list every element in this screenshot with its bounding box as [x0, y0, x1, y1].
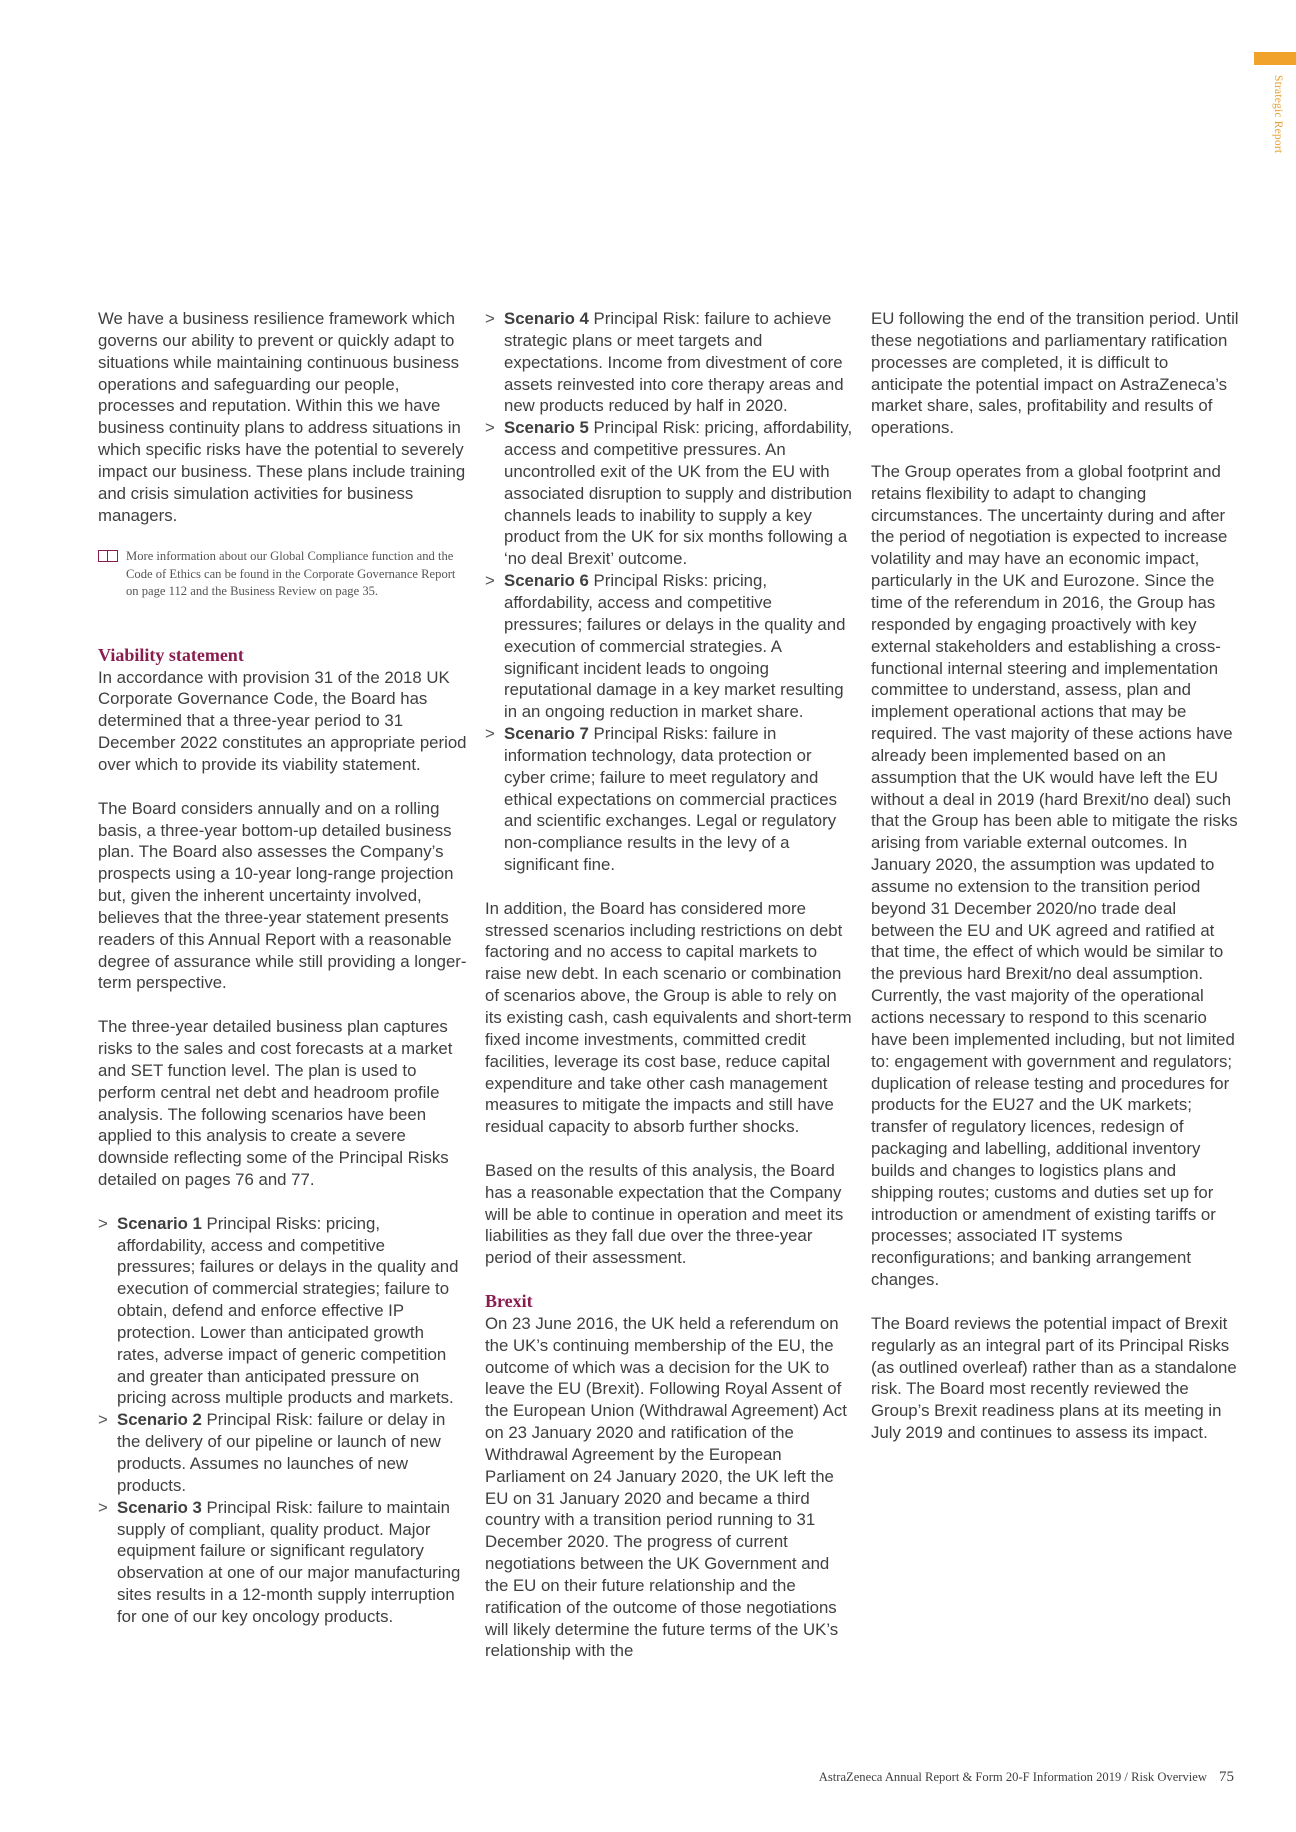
intro-paragraph: We have a business resilience framework which governs our ability to prevent or quickly adapt to situations while maintaining continuous business operations and safeguarding our people, processes and reputation. Within this we have business continuity plans to address situations in which specific risks have the potential to severely impact our business. These plans include training and crisis simulation activities for business managers. [98, 309, 466, 525]
list-item [98, 1409, 468, 1496]
scenario-text: Principal Risk: failure to maintain supply of compliant, quality product. Major equipment failure or significant regulatory observation at one of our major manufacturing sites results in a 12-month supply interruption for one of our key oncology products. [117, 1497, 461, 1626]
scenario-name: Scenario 6 [504, 571, 589, 591]
scenario-name: Scenario 2 [117, 1410, 202, 1430]
scenario-name: Scenario 5 [504, 418, 589, 438]
scenario-text: Principal Risks: failure in information technology, data protection or cyber crime; failure to meet regulatory and ethical expectations on commercial practices and scientific exchanges. Legal or regulatory non-compliance results in the levy of a significant fine. [504, 724, 837, 875]
brexit-heading: Brexit [485, 1290, 533, 1311]
scenario-list-2 [485, 308, 855, 876]
cross-reference-note [98, 548, 468, 601]
scenario-name: Scenario 3 [117, 1497, 202, 1517]
column-1 [98, 308, 468, 1650]
bullet-marker: > [485, 309, 495, 328]
bullet-marker: > [485, 724, 495, 744]
scenario-name: Scenario 7 [504, 724, 589, 744]
viability-paragraph-3: The three-year detailed business plan captures risks to the sales and cost forecasts at a market and SET function level. The plan is used to perform central net debt and headroom profile analysis. The following scenarios have been applied to this analysis to create a severe downside reflecting some of the Principal Risks detailed on pages 76 and 77. [98, 1017, 453, 1190]
page-footer [700, 1769, 1234, 1791]
list-item [485, 308, 855, 417]
scenario-name: Scenario 4 [504, 309, 589, 328]
viability-statement-heading: Viability statement [98, 644, 244, 665]
list-item [485, 417, 855, 570]
scenario-list-1 [98, 1213, 468, 1628]
page-number: 75 [1219, 1769, 1234, 1785]
list-item [485, 723, 855, 876]
scenario-text: Principal Risk: failure or delay in the delivery of our pipeline or launch of new products. Assumes no launches of new products. [117, 1410, 446, 1495]
bullet-marker: > [485, 571, 495, 591]
list-item [98, 1497, 468, 1628]
bullet-marker: > [98, 1497, 108, 1517]
scenario-name: Scenario 1 [117, 1213, 202, 1233]
section-label: Strategic Report [1272, 75, 1284, 154]
scenario-text: Principal Risks: pricing, affordability, access and competitive pressures; failures or delays in the quality and execution of commercial strategies. A significant incident leads to ongoing reputational damage in a key market resulting in an ongoing reduction in market share. [504, 571, 846, 722]
scenario-text: Principal Risk: failure to achieve strategic plans or meet targets and expectations. Income from divestment of core assets reinvested into core therapy areas and new products reduced by half in 2020. [504, 309, 844, 416]
list-item [485, 570, 855, 723]
section-tab-marker [1254, 52, 1296, 65]
column-2 [485, 308, 855, 1684]
brexit-paragraph-4: The Board reviews the potential impact of Brexit regularly as an integral part of its Principal Risks (as outlined overleaf) rather than as a standalone risk. The Board most recently reviewed the Group’s Brexit readiness plans at its meeting in July 2019 and continues to assess its impact. [871, 1313, 1237, 1443]
brexit-paragraph-3: The Group operates from a global footprint and retains flexibility to adapt to changing circumstances. The uncertainty during and after the period of negotiation is expected to increase volatility and may have an economic impact, particularly in the UK and Eurozone. Since the time of the referendum in 2016, the Group has responded by engaging proactively with key external stakeholders and establishing a cross-functional internal steering and implementation committee to understand, assess, plan and implement operational actions that may be required. The vast majority of these actions have already been implemented based on an assumption that the UK would have left the EU without a deal in 2019 (hard Brexit/no deal) such that the Group has been able to mitigate the risks arising from variable external outcomes. In January 2020, the assumption was updated to assume no extension to the transition period beyond 31 December 2020/no trade deal between the EU and UK agreed and ratified at that time, the effect of which would be similar to the previous hard Brexit/no deal assumption. Currently, the vast majority of the operational actions necessary to respond to this scenario have been implemented including, but not limited to: engagement with government and regulators; duplication of release testing and procedures for products for the EU27 and the UK markets; transfer of regulatory licences, redesign of packaging and labelling, additional inventory builds and changes to logistics plans and shipping routes; customs and duties set up for introduction or amendment of existing tariffs or processes; associated IT systems reconfigurations; and banking arrangement changes. [871, 461, 1238, 1290]
book-icon [98, 550, 118, 562]
brexit-paragraph-2: EU following the end of the transition period. Until these negotiations and parliamentary ratification processes are completed, it is difficult to anticipate the potential impact on AstraZeneca’s market share, sales, profitability and results of operations. [871, 309, 1239, 438]
footer-title: AstraZeneca Annual Report & Form 20-F Information 2019 / Risk Overview [818, 1770, 1207, 1784]
bullet-marker: > [485, 418, 495, 438]
brexit-paragraph-1: On 23 June 2016, the UK held a referendum on the UK’s continuing membership of the EU, the outcome of which was a decision for the UK to leave the EU (Brexit). Following Royal Assent of the European Union (Withdrawal Agreement) Act on 23 January 2020 and ratification of the Withdrawal Agreement by the European Parliament on 24 January 2020, the UK left the EU on 31 January 2020 and became a third country with a transition period running to 31 December 2020. The progress of current negotiations between the UK Government and the EU on their future relationship and the ratification of the outcome of those negotiations will likely determine the future terms of the UK’s relationship with the [485, 1313, 847, 1661]
bullet-marker: > [98, 1410, 108, 1430]
cross-reference-text: More information about our Global Compliance function and the Code of Ethics can be found in the Corporate Governance Report on page 112 and the Business Review on page 35. [126, 549, 456, 599]
list-item [98, 1213, 468, 1410]
conclusion-paragraph: Based on the results of this analysis, the Board has a reasonable expectation that the Company will be able to continue in operation and meet its liabilities as they fall due over the three-year period of their assessment. [485, 1160, 844, 1268]
scenario-text: Principal Risk: pricing, affordability, access and competitive pressures. An uncontrolled exit of the UK from the EU with associated disruption to supply and distribution channels leads to inability to supply a key product from the UK for six months following a ‘no deal Brexit’ outcome. [504, 418, 853, 569]
viability-paragraph-1: In accordance with provision 31 of the 2018 UK Corporate Governance Code, the Board has determined that a three-year period to 31 December 2022 constitutes an appropriate period over which to provide its viability statement. [98, 667, 467, 774]
bullet-marker: > [98, 1213, 108, 1233]
column-3 [871, 308, 1241, 1466]
viability-paragraph-2: The Board considers annually and on a rolling basis, a three-year bottom-up detailed business plan. The Board also assesses the Company’s prospects using a 10-year long-range projection but, given the inherent uncertainty involved, believes that the three-year statement presents readers of this Annual Report with a reasonable degree of assurance while still providing a longer-term perspective. [98, 798, 467, 993]
scenario-text: Principal Risks: pricing, affordability, access and competitive pressures; failures or delays in the quality and execution of commercial strategies; failure to obtain, defend and enforce effective IP protection. Lower than anticipated growth rates, adverse impact of generic competition and greater than anticipated pressure on pricing across multiple products and markets. [117, 1213, 459, 1408]
stressed-scenarios-paragraph: In addition, the Board has considered more stressed scenarios including restrictions on debt factoring and no access to capital markets to raise new debt. In each scenario or combination of scenarios above, the Group is able to rely on its existing cash, cash equivalents and short-term fixed income investments, committed credit facilities, leverage its cost base, reduce capital expenditure and take other cash management measures to mitigate the impacts and still have residual capacity to absorb further shocks. [485, 898, 852, 1137]
